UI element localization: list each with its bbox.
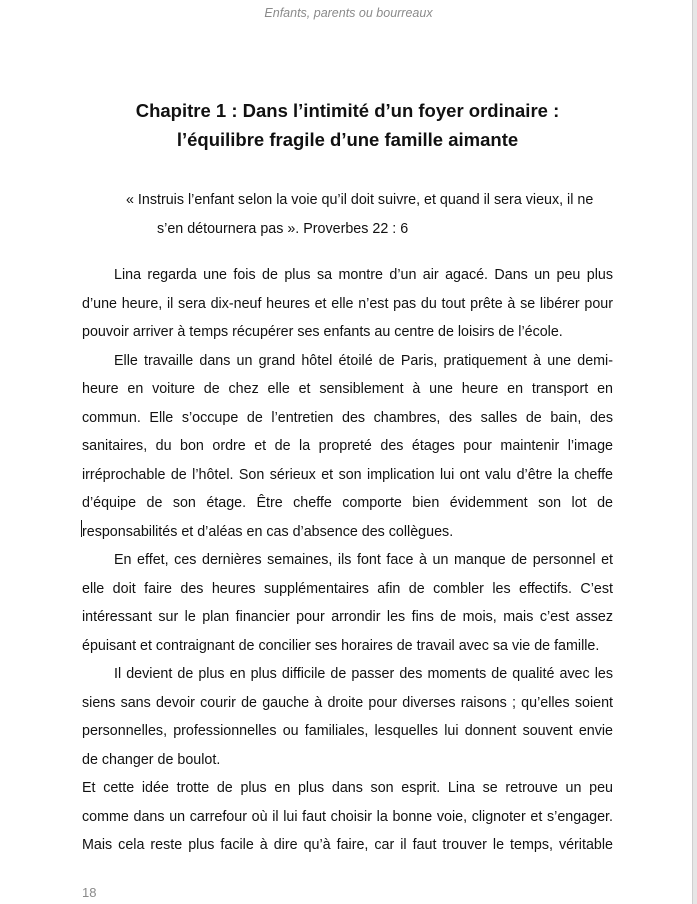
page-edge: [692, 0, 697, 904]
text-line: pouvoir arriver à temps récupérer ses enfants au centre de loisirs de l’école.: [82, 324, 563, 340]
paragraph: [82, 546, 613, 660]
text-line: commun. Elle s’occupe de l’entretien des chambres, des salles de bain, des: [82, 409, 613, 426]
text-line: elle doit faire des heures supplémentaires afin de combler les effectifs. C’est: [82, 580, 613, 597]
text-line: d’une heure, il sera dix-neuf heures et elle n’est pas du tout prête à se libérer pour: [82, 295, 613, 312]
text-line: En effet, ces dernières semaines, ils font face à un manque de personnel et: [114, 552, 613, 568]
text-line: Il devient de plus en plus difficile de passer des moments de qualité avec les: [114, 666, 613, 682]
text-line: épuisant et contraignant de concilier ses horaires de travail avec sa vie de famille.: [82, 637, 600, 654]
paragraph: [82, 347, 613, 547]
body-text[interactable]: [82, 261, 613, 860]
text-line: de changer de boulot.: [82, 751, 221, 768]
text-line: d’équipe de son étage. Être cheffe comporte bien évidemment son lot de: [82, 495, 613, 511]
text-line: siens sans devoir courir de gauche à droite pour diverses raisons ; qu’elles soient: [82, 694, 613, 711]
text-line: Elle travaille dans un grand hôtel étoilé de Paris, pratiquement à une demi-: [114, 352, 613, 369]
text-line: sanitaires, du bon ordre et de la propreté des étages pour maintenir l’image: [82, 438, 613, 454]
text-line: Mais cela reste plus facile à dire qu’à faire, car il faut trouver le temps, véritable: [82, 837, 613, 853]
text-line: irréprochable de l’hôtel. Son sérieux et son implication lui ont valu d’être la cheffe: [82, 466, 613, 483]
text-line: responsabilités et d’aléas en cas d’absence des collègues.: [82, 523, 454, 540]
epigraph-line-1: « Instruis l’enfant selon la voie qu’il doit suivre, et quand il sera vieux, il ne: [126, 192, 594, 208]
page-number: 18: [82, 885, 97, 900]
epigraph-line-2: s’en détournera pas ». Proverbes 22 : 6: [157, 221, 409, 237]
epigraph: [126, 186, 613, 244]
text-line: intéressant sur le plan financier pour arrondir les fins de mois, mais c’est assez: [82, 609, 613, 625]
running-header: Enfants, parents ou bourreaux: [264, 6, 433, 20]
text-line: Lina regarda une fois de plus sa montre d’un air agacé. Dans un peu plus: [114, 267, 613, 283]
chapter-title-line-1: Chapitre 1 : Dans l’intimité d’un foyer ordinaire :: [135, 100, 560, 121]
paragraph: [82, 261, 613, 347]
chapter-title-line-2: l’équilibre fragile d’une famille aimante: [176, 129, 519, 150]
text-line: Et cette idée trotte de plus en plus dans son esprit. Lina se retrouve un peu: [82, 780, 613, 796]
paragraph: [82, 660, 613, 774]
text-cursor: [81, 520, 82, 537]
text-line: comme dans un carrefour où il lui faut choisir la bonne voie, clignoter et s’engager.: [82, 808, 613, 825]
chapter-title: [82, 96, 613, 154]
text-line: heure en voiture de chez elle et sensiblement à une heure en transport en: [82, 381, 613, 397]
text-line: personnelles, professionnelles ou familiales, lesquelles lui donnent souvent envie: [82, 723, 613, 739]
paragraph: [82, 774, 613, 860]
